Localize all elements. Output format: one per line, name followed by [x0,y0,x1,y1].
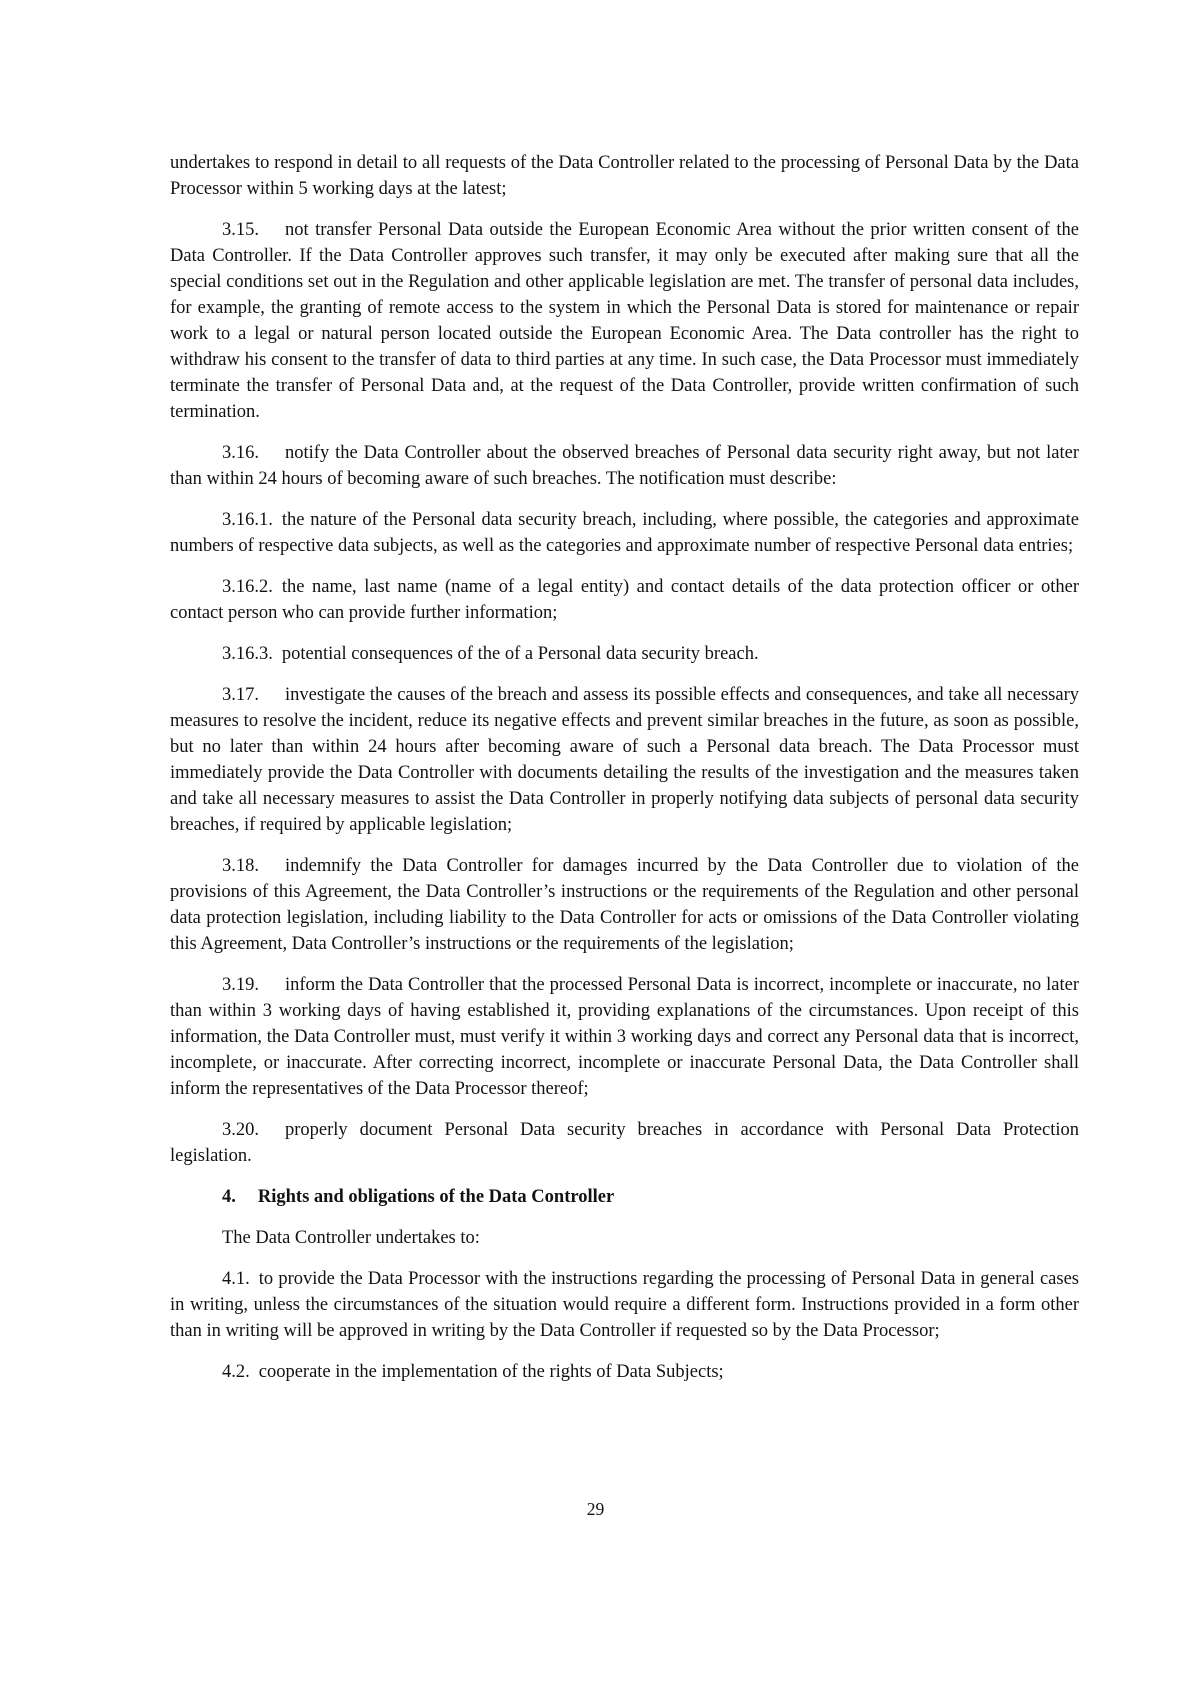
clause-continuation [170,150,1079,202]
clause-number: 3.18. [222,856,259,876]
clause-number: 3.16.3. [222,644,273,664]
clause-3-16-2 [170,574,1079,626]
clause-3-19 [170,972,1079,1102]
section-number: 4. [222,1187,236,1207]
page-number: 29 [586,1499,605,1519]
clause-text: notify the Data Controller about the observed breaches of Personal data security right away, but not later than within 24 hours of becoming aware of such breaches. The notification must describe: [170,443,1079,489]
clause-3-20 [170,1117,1079,1169]
clause-text: the nature of the Personal data security breach, including, where possible, the categories and approximate numbers of respective data subjects, as well as the categories and approximate number of respective Personal data entries; [170,510,1079,556]
clause-text: the name, last name (name of a legal entity) and contact details of the data protection officer or other contact person who can provide further information; [170,577,1079,623]
clause-text: not transfer Personal Data outside the European Economic Area without the prior written consent of the Data Controller. If the Data Controller approves such transfer, it may only be executed after making sure that all the special conditions set out in the Regulation and other applicable legislation are met. The transfer of personal data includes, for example, the granting of remote access to the system in which the Personal Data is stored for maintenance or repair work to a legal or natural person located outside the European Economic Area. The Data controller has the right to withdraw his consent to the transfer of data to third parties at any time. In such case, the Data Processor must immediately terminate the transfer of Personal Data and, at the request of the Data Controller, provide written confirmation of such termination. [170,220,1079,422]
clause-number: 3.15. [222,220,259,240]
clause-number: 3.20. [222,1120,259,1140]
clause-text: investigate the causes of the breach and assess its possible effects and consequences, and take all necessary measures to resolve the incident, reduce its negative effects and prevent similar breaches in the future, as soon as possible, but no later than within 24 hours after becoming aware of such a Personal data breach. The Data Processor must immediately provide the Data Controller with documents detailing the results of the investigation and the measures taken and take all necessary measures to assist the Data Controller in properly notifying data subjects of personal data security breaches, if required by applicable legislation; [170,685,1079,835]
clause-3-16 [170,440,1079,492]
clause-text: properly document Personal Data security breaches in accordance with Personal Data Protection legislation. [170,1120,1079,1166]
clause-3-18 [170,853,1079,957]
clause-text: inform the Data Controller that the processed Personal Data is incorrect, incomplete or inaccurate, no later than within 3 working days of having established it, providing explanations of the circumstances. Upon receipt of this information, the Data Controller must, must verify it within 3 working days and correct any Personal data that is incorrect, incomplete, or inaccurate. After correcting incorrect, incomplete or inaccurate Personal Data, the Data Controller shall inform the representatives of the Data Processor thereof; [170,975,1079,1099]
section-4-heading [170,1184,1079,1210]
clause-number: 3.16. [222,443,259,463]
clause-3-16-1 [170,507,1079,559]
clause-text: to provide the Data Processor with the instructions regarding the processing of Personal Data in general cases in writing, unless the circumstances of the situation would require a different form. Instructions provided in a form other than in writing will be approved in writing by the Data Controller if requested so by the Data Processor; [170,1269,1079,1341]
clause-text: potential consequences of the of a Personal data security breach. [281,644,759,664]
clause-text: indemnify the Data Controller for damages incurred by the Data Controller due to violation of the provisions of this Agreement, the Data Controller’s instructions or the requirements of the Regulation and other personal data protection legislation, including liability to the Data Controller for acts or omissions of the Data Controller violating this Agreement, Data Controller’s instructions or the requirements of the legislation; [170,856,1079,954]
section-title: Rights and obligations of the Data Controller [257,1187,615,1207]
clause-4-1 [170,1266,1079,1344]
clause-3-15 [170,217,1079,425]
clause-number: 3.16.1. [222,510,273,530]
clause-text: The Data Controller undertakes to: [222,1228,480,1248]
clause-number: 3.17. [222,685,259,705]
clause-4-2 [170,1359,1079,1385]
clause-number: 3.16.2. [222,577,273,597]
section-4-leadin [170,1225,1079,1251]
clause-3-16-3 [170,641,1079,667]
clause-number: 4.1. [222,1269,250,1289]
clause-text: undertakes to respond in detail to all requests of the Data Controller related to the processing of Personal Data by the Data Processor within 5 working days at the latest; [170,153,1079,199]
clause-3-17 [170,682,1079,838]
clause-number: 4.2. [222,1362,250,1382]
clause-text: cooperate in the implementation of the rights of Data Subjects; [258,1362,724,1382]
clause-number: 3.19. [222,975,259,995]
